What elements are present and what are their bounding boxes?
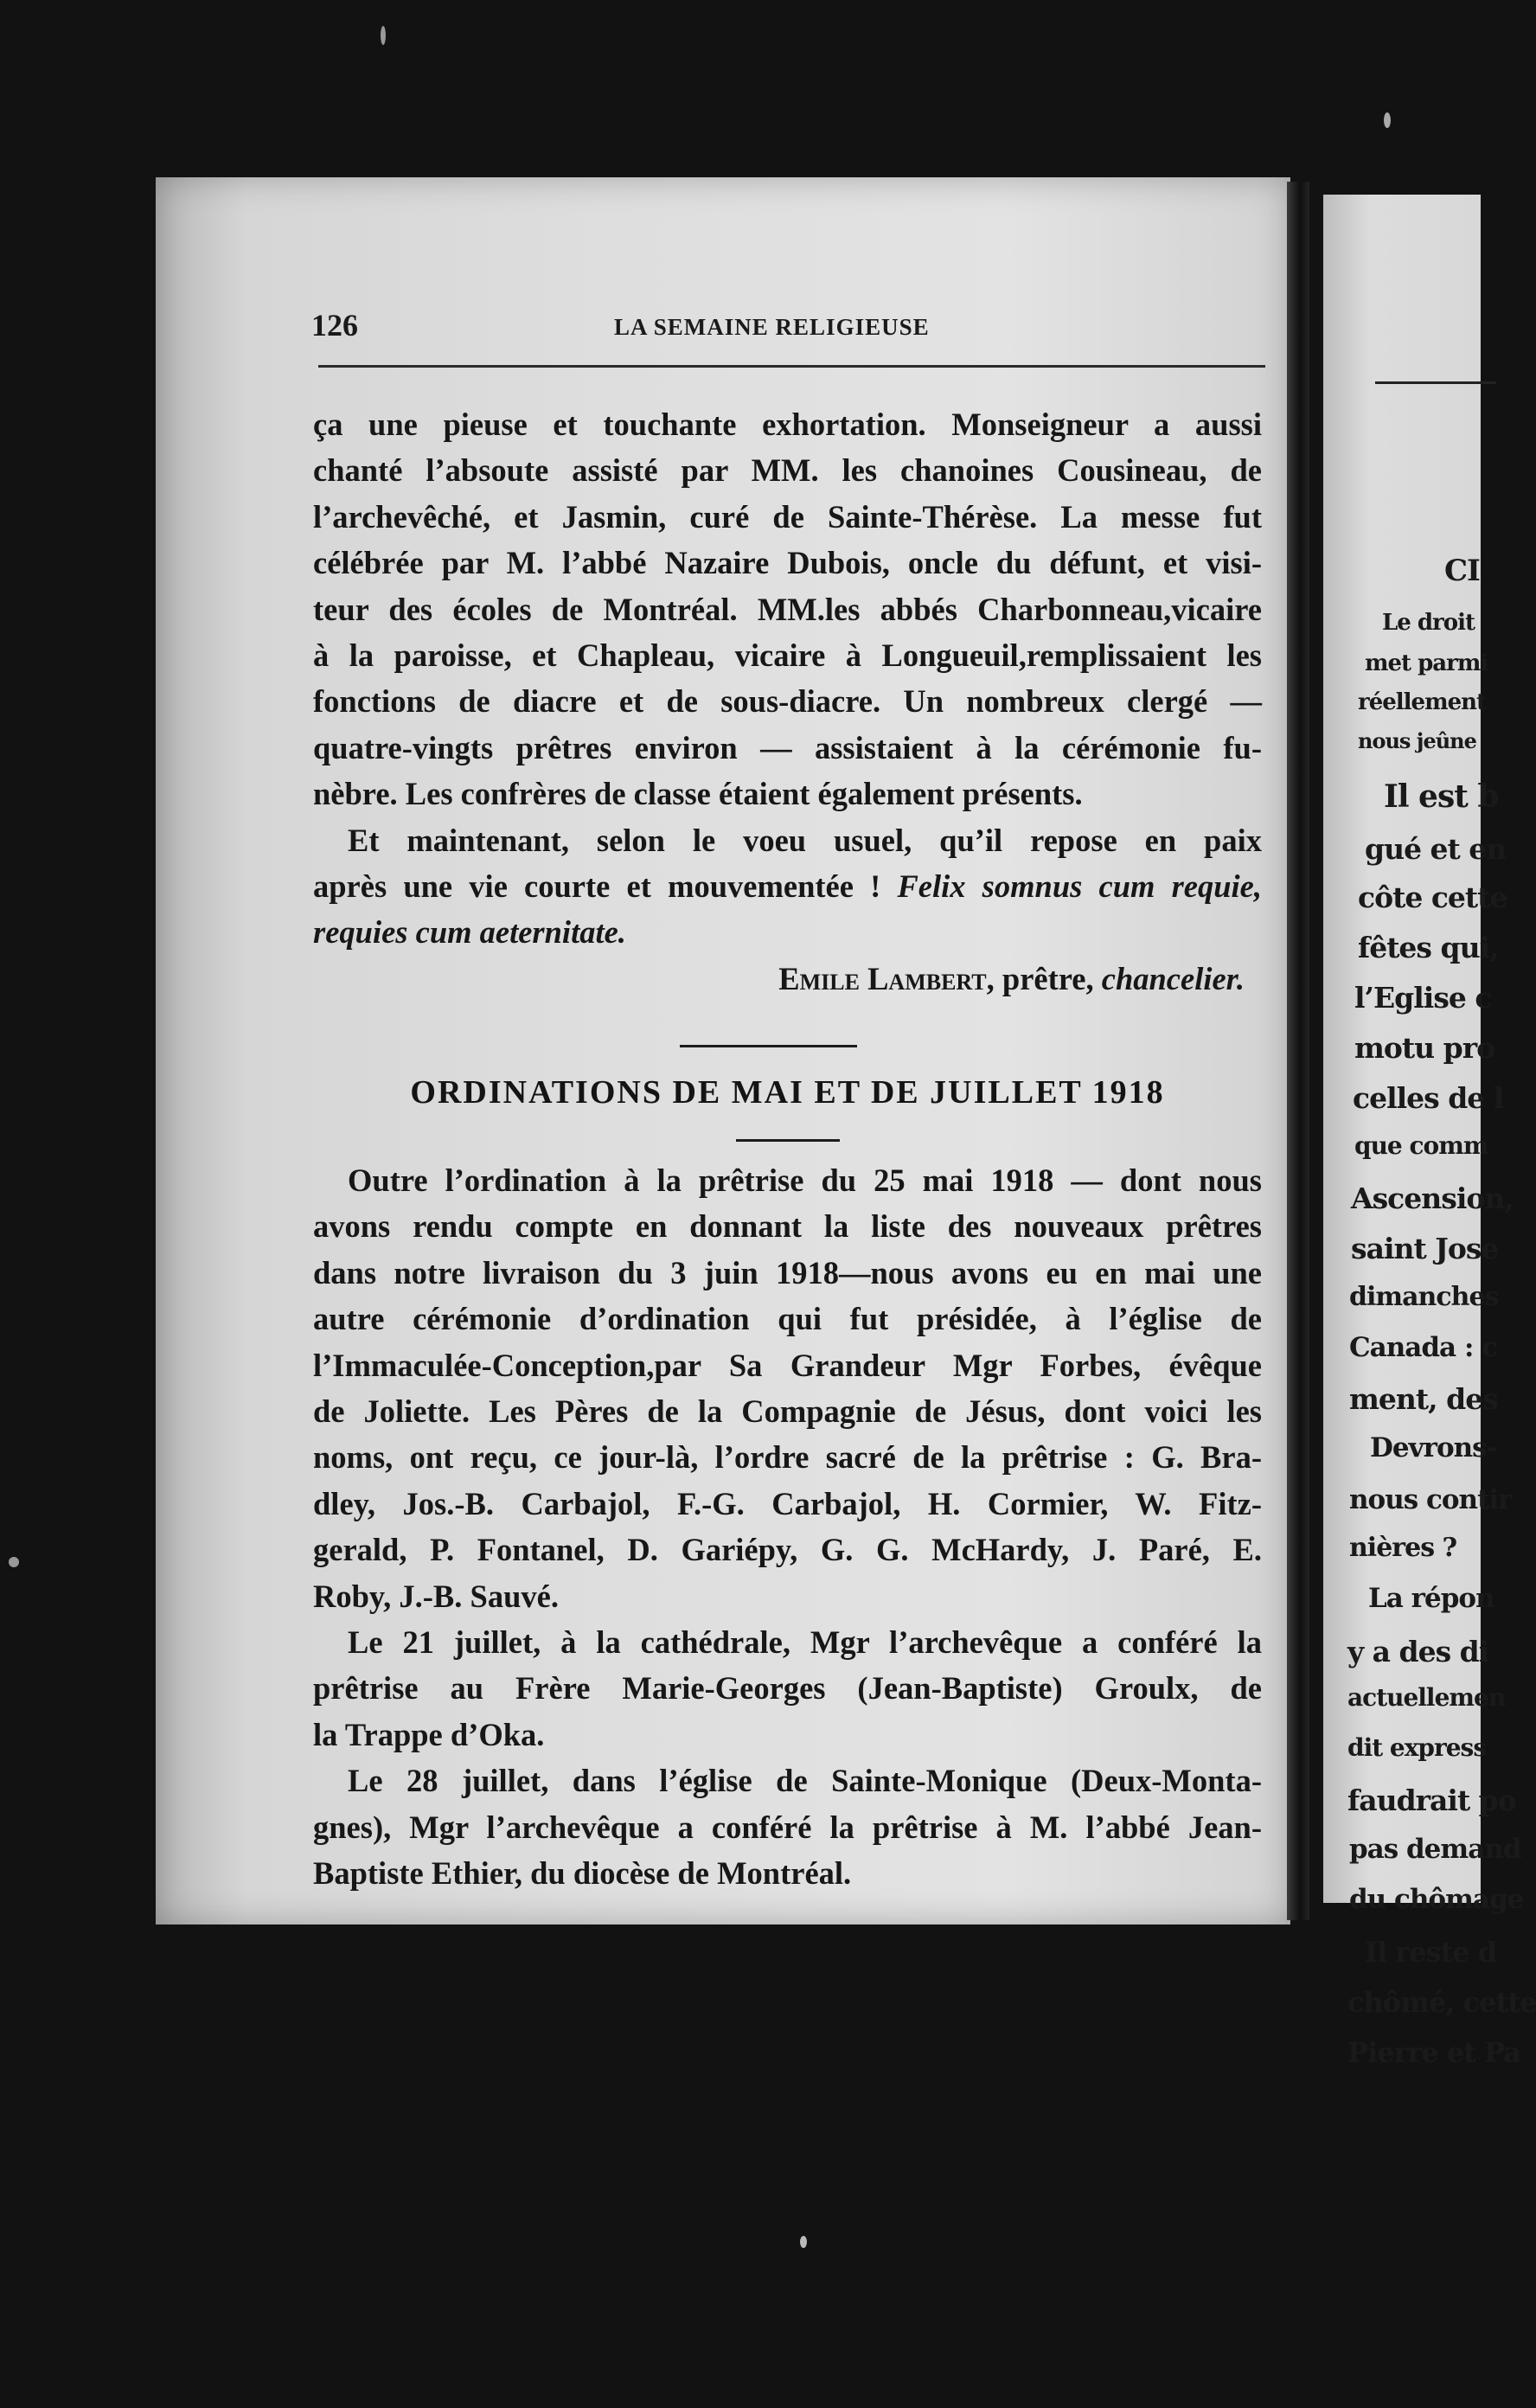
text-line: célébrée par M. l’abbé Nazaire Dubois, oncle du défunt, et visi- xyxy=(313,545,1262,581)
text-line: prêtrise au Frère Marie-Georges (Jean-Baptiste) Groulx, de xyxy=(313,1670,1262,1707)
paragraph-closing xyxy=(313,817,1262,956)
text-line: de Joliette. Les Pères de la Compagnie de Jésus, dont voici les xyxy=(313,1393,1262,1430)
text-line: quatre-vingts prêtres environ — assistaient à la cérémonie fu- xyxy=(313,729,1262,765)
text-line: autre cérémonie d’ordination qui fut présidée, à l’église de xyxy=(313,1301,1262,1337)
facing-page-text-line: La répon xyxy=(1368,1583,1494,1614)
facing-page-text-line: nous contir xyxy=(1349,1484,1512,1515)
text-line xyxy=(313,863,1262,909)
text-line: Le 28 juillet, dans l’église de Sainte-Monique (Deux-Monta- xyxy=(348,1763,1262,1799)
text-line: à la paroisse, et Chapleau, vicaire à Longueuil,remplissaient les xyxy=(313,637,1262,673)
facing-page-text-line: motu pro xyxy=(1354,1031,1495,1065)
facing-page-text-line: fêtes qui, xyxy=(1358,931,1499,964)
film-speck xyxy=(800,2236,807,2248)
latin-phrase: Felix somnus cum requie, xyxy=(897,868,1262,904)
facing-page-text-line: du chômage xyxy=(1349,1884,1524,1915)
text-line: Outre l’ordination à la prêtrise du 25 mai 1918 — dont nous xyxy=(348,1162,1262,1199)
facing-page-text-line: côte cette xyxy=(1358,881,1507,914)
facing-page-text-line: l’Eglise c xyxy=(1354,981,1492,1015)
text-line: l’archevêché, et Jasmin, curé de Sainte-Thérèse. La messe fut xyxy=(313,498,1262,535)
film-speck xyxy=(9,1557,19,1567)
text-line: dley, Jos.-B. Carbajol, F.-G. Carbajol, H. Cormier, W. Fitz- xyxy=(313,1485,1262,1521)
header-rule xyxy=(318,365,1265,368)
text-line: la Trappe d’Oka. xyxy=(313,1716,545,1752)
text-fragment: après une vie courte et mouvementée ! xyxy=(313,868,881,904)
facing-page-text-line: Il reste d xyxy=(1365,1936,1497,1969)
signature-role: , prêtre, xyxy=(986,960,1094,996)
facing-page-text-line: Devrons- xyxy=(1370,1432,1497,1463)
facing-page-text-line: dit express xyxy=(1347,1733,1487,1762)
text-line: dans notre livraison du 3 juin 1918—nous avons eu en mai une xyxy=(313,1254,1262,1290)
facing-page xyxy=(1323,195,1536,2069)
text-line: Roby, J.-B. Sauvé. xyxy=(313,1578,559,1614)
film-speck xyxy=(381,26,386,45)
facing-page-text-line: nous jeûne xyxy=(1358,728,1476,753)
text-line: noms, ont reçu, ce jour-là, l’ordre sacré de la prêtrise : G. Bra- xyxy=(313,1439,1262,1476)
paragraph-july-28 xyxy=(313,1758,1262,1896)
text-line: chanté l’absoute assisté par MM. les chanoines Cousineau, de xyxy=(313,452,1262,489)
facing-page-text-line: Le droit xyxy=(1382,610,1475,636)
text-line: ça une pieuse et touchante exhortation. Monseigneur a aussi xyxy=(313,407,1262,442)
signature xyxy=(313,956,1262,1002)
facing-page-text-line: que comm xyxy=(1354,1131,1488,1160)
section-divider xyxy=(680,1045,857,1047)
signature-name: Emile Lambert xyxy=(778,960,987,996)
facing-page-text-line: réellement xyxy=(1358,689,1487,715)
facing-page-text-line: nières ? xyxy=(1349,1533,1457,1563)
facing-page-text-line: met parmi xyxy=(1365,650,1488,676)
text-line: avons rendu compte en donnant la liste des nouveaux prêtres xyxy=(313,1208,1262,1245)
article-body xyxy=(313,401,1262,1896)
facing-page-text-line: pas demand xyxy=(1349,1834,1521,1865)
facing-page-text-line: Ascension, xyxy=(1351,1182,1514,1215)
page-number: 126 xyxy=(311,308,358,343)
text-line: Baptiste Ethier, du diocèse de Montréal. xyxy=(313,1854,852,1891)
latin-phrase: requies cum aeternitate. xyxy=(313,914,626,951)
facing-page-text-line: actuellemen xyxy=(1347,1683,1506,1712)
text-line: gerald, P. Fontanel, D. Gariépy, G. G. McHardy, J. Paré, E. xyxy=(313,1532,1262,1568)
paragraph-continued xyxy=(313,401,1262,817)
facing-page-text-line: y a des di xyxy=(1347,1635,1489,1668)
facing-page-text-line: Canada : c xyxy=(1349,1332,1498,1363)
text-line: teur des écoles de Montréal. MM.les abbés Charbonneau,vicaire xyxy=(313,591,1262,627)
facing-page-text-line: CI xyxy=(1444,554,1480,588)
text-line: Et maintenant, selon le voeu usuel, qu’il repose en paix xyxy=(348,822,1262,858)
section-title: ORDINATIONS DE MAI ET DE JUILLET 1918 xyxy=(410,1074,1165,1111)
film-speck xyxy=(1384,112,1391,128)
facing-page-text-line: faudrait po xyxy=(1347,1784,1516,1817)
facing-page-text-line: ment, des xyxy=(1349,1382,1498,1416)
running-head xyxy=(311,307,1271,350)
text-line: nèbre. Les confrères de classe étaient également présents. xyxy=(313,776,1083,812)
paragraph-july-21 xyxy=(313,1619,1262,1758)
text-line: fonctions de diacre et de sous-diacre. Un nombreux clergé — xyxy=(313,683,1262,720)
facing-page-rule xyxy=(1375,381,1496,384)
text-line: Le 21 juillet, à la cathédrale, Mgr l’archevêque a conféré la xyxy=(348,1623,1262,1660)
facing-page-text-line: chômé, cette xyxy=(1347,1986,1536,2019)
journal-title: LA SEMAINE RELIGIEUSE xyxy=(614,314,930,340)
facing-page-text-line: Pierre et Pa xyxy=(1347,2036,1521,2069)
paragraph-ordinations xyxy=(313,1157,1262,1619)
facing-page-text-line: celles de l xyxy=(1353,1081,1504,1115)
facing-page-text-line: dimanches xyxy=(1349,1282,1499,1312)
text-line xyxy=(313,909,1262,955)
facing-page-text-line: Il est b xyxy=(1384,778,1499,815)
text-line: l’Immaculée-Conception,par Sa Grandeur Mgr Forbes, évêque xyxy=(313,1347,1262,1383)
facing-page-text-line: saint Jose xyxy=(1351,1232,1499,1265)
page-gutter xyxy=(1287,182,1309,1920)
signature-title: chancelier. xyxy=(1101,960,1245,996)
text-line: gnes), Mgr l’archevêque a conféré la prêtrise à M. l’abbé Jean- xyxy=(313,1809,1262,1845)
facing-page-text-line: gué et en xyxy=(1365,832,1507,866)
